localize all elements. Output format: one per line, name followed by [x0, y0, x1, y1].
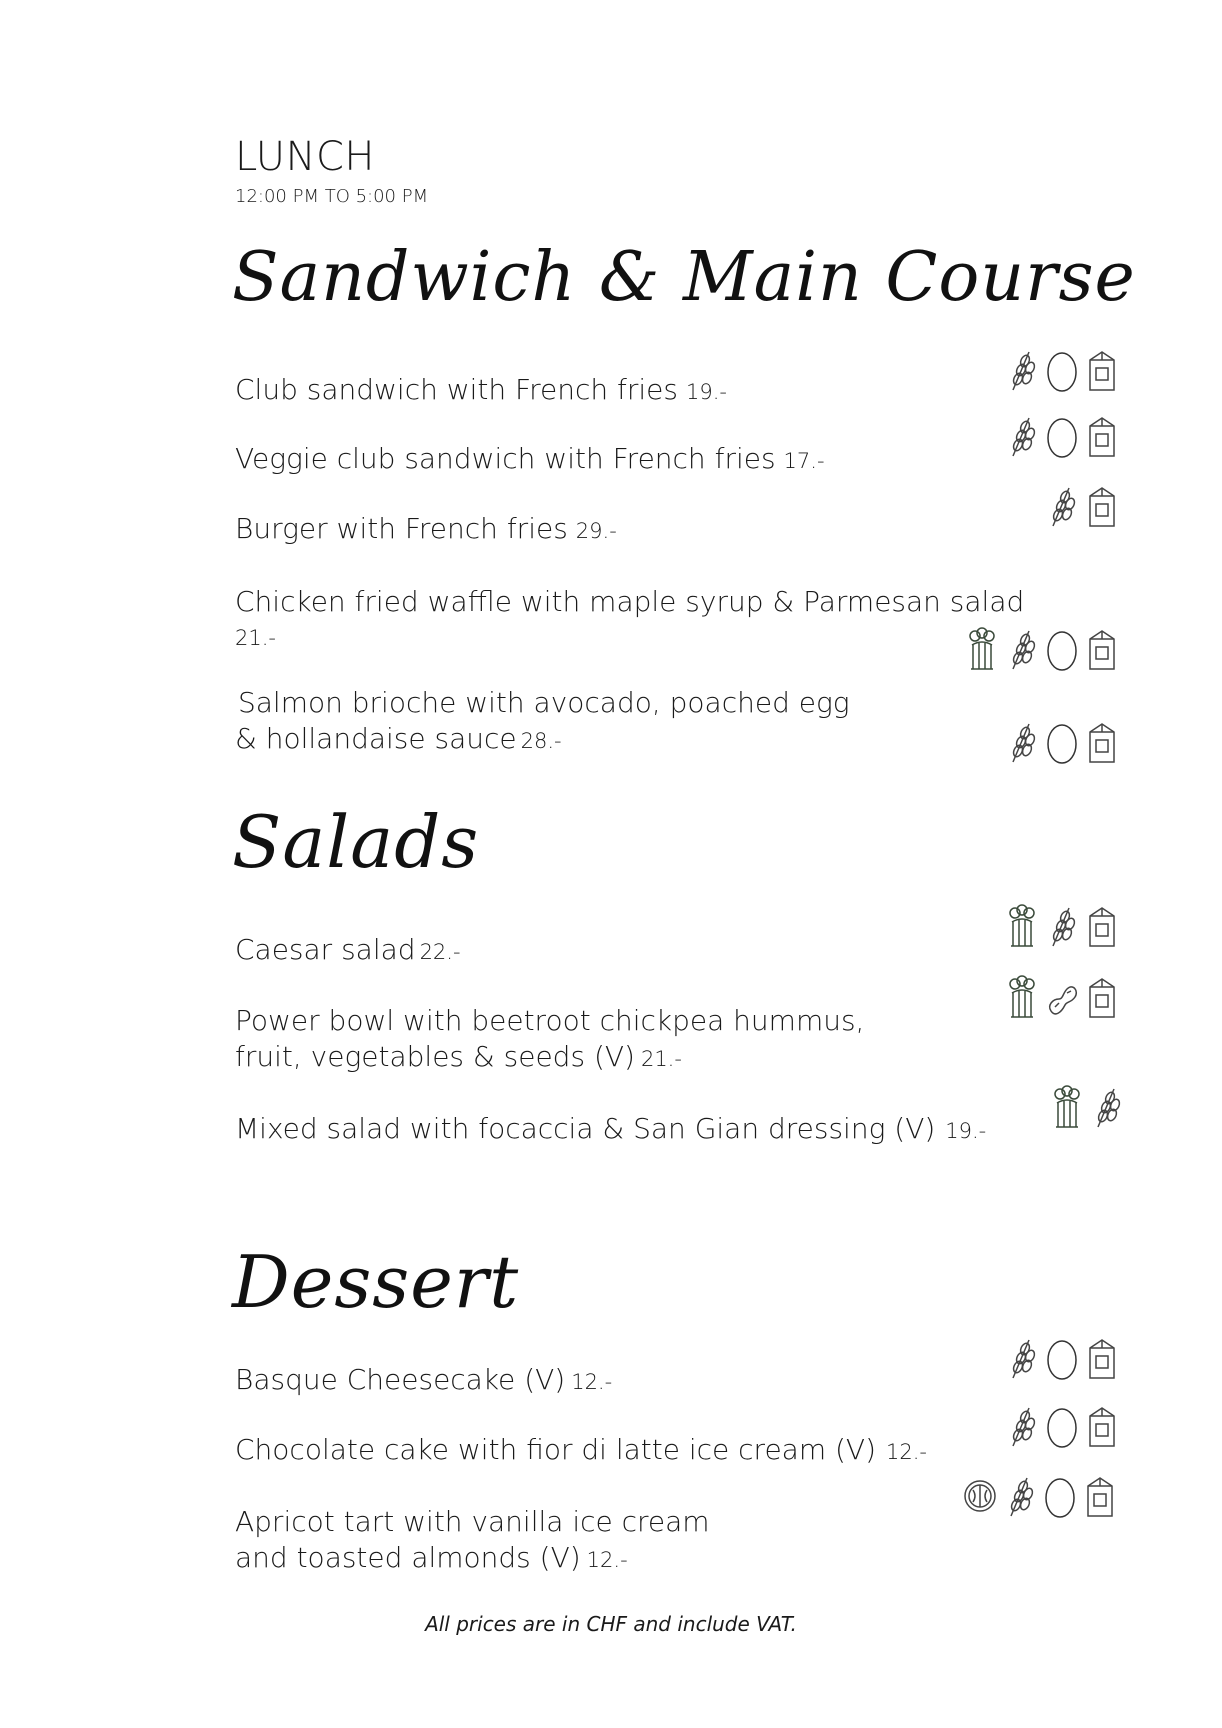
allergen-icons — [1045, 484, 1119, 532]
allergen-icons — [965, 627, 1119, 675]
wheat-icon — [1005, 627, 1039, 675]
item-name-line1: Power bowl with beetroot chickpea hummus, — [235, 1004, 865, 1037]
allergen-icons — [963, 1474, 1117, 1522]
allergen-icons — [1005, 348, 1119, 396]
milk-icon — [1085, 627, 1119, 675]
allergen-icons — [1005, 975, 1119, 1023]
wheat-icon — [1005, 1404, 1039, 1452]
wheat-icon — [1005, 348, 1039, 396]
wheat-icon — [1045, 904, 1079, 952]
section-heading-salads: Salads — [232, 800, 480, 884]
item-price: 28.- — [520, 729, 562, 753]
item-name-line2: fruit, vegetables & seeds (V) — [235, 1040, 635, 1073]
allergen-icons — [1005, 904, 1119, 952]
milk-icon — [1085, 904, 1119, 952]
peanut-icon — [1045, 975, 1079, 1023]
egg-icon — [1045, 627, 1079, 675]
wheat-icon — [1005, 414, 1039, 462]
menu-item — [235, 1432, 927, 1470]
menu-item — [235, 1003, 864, 1077]
milk-icon — [1083, 1474, 1117, 1522]
item-name: Burger with French fries — [235, 512, 568, 545]
item-price: 17.- — [783, 449, 825, 473]
celery-icon — [1005, 904, 1039, 952]
section-heading-dessert: Dessert — [232, 1240, 520, 1324]
menu-item — [235, 1111, 986, 1149]
page-title: LUNCH — [235, 134, 375, 180]
milk-icon — [1085, 348, 1119, 396]
item-price: 21.- — [640, 1047, 682, 1071]
menu-item — [235, 685, 850, 759]
egg-icon — [1045, 414, 1079, 462]
price-footnote: All prices are in CHF and include VAT. — [425, 1612, 797, 1636]
menu-item — [235, 372, 727, 410]
allergen-icons — [1050, 1085, 1124, 1133]
item-price: 12.- — [571, 1370, 613, 1394]
celery-icon — [1050, 1085, 1084, 1133]
item-name-line1: Salmon brioche with avocado, poached egg — [238, 686, 850, 719]
allergen-icons — [1005, 720, 1119, 768]
item-name: Basque Cheesecake (V) — [235, 1363, 566, 1396]
wheat-icon — [1090, 1085, 1124, 1133]
item-price: 19.- — [685, 380, 727, 404]
celery-icon — [1005, 975, 1039, 1023]
wheat-icon — [1003, 1474, 1037, 1522]
menu-item — [235, 1504, 710, 1578]
menu-item — [235, 584, 1024, 656]
menu-item — [235, 1362, 612, 1400]
egg-icon — [1045, 1404, 1079, 1452]
milk-icon — [1085, 484, 1119, 532]
allergen-icons — [1005, 414, 1119, 462]
celery-icon — [965, 627, 999, 675]
milk-icon — [1085, 1404, 1119, 1452]
item-name: Chocolate cake with fior di latte ice cream (V) — [235, 1433, 877, 1466]
item-price: 12.- — [586, 1548, 628, 1572]
milk-icon — [1085, 1336, 1119, 1384]
item-price: 21.- — [235, 626, 276, 650]
egg-icon — [1043, 1474, 1077, 1522]
nut-icon — [963, 1474, 997, 1522]
item-price: 19.- — [945, 1119, 987, 1143]
item-price: 22.- — [419, 940, 461, 964]
menu-item — [235, 511, 617, 549]
wheat-icon — [1045, 484, 1079, 532]
milk-icon — [1085, 720, 1119, 768]
allergen-icons — [1005, 1336, 1119, 1384]
menu-item — [235, 441, 825, 479]
menu-item — [235, 932, 461, 970]
item-name-line1: Apricot tart with vanilla ice cream — [235, 1505, 710, 1538]
item-name: Chicken fried waffle with maple syrup & Parmesan salad — [235, 585, 1025, 618]
item-name: Veggie club sandwich with French fries — [235, 442, 776, 475]
egg-icon — [1045, 1336, 1079, 1384]
item-price: 12.- — [886, 1440, 927, 1464]
section-heading-main: Sandwich & Main Course — [232, 238, 1136, 317]
item-name-line2: and toasted almonds (V) — [235, 1541, 581, 1574]
item-name: Mixed salad with focaccia & San Gian dressing (V) — [235, 1112, 936, 1145]
item-name: Caesar salad — [235, 933, 416, 966]
item-price: 29.- — [575, 519, 617, 543]
service-hours: 12:00 PM TO 5:00 PM — [235, 186, 429, 207]
milk-icon — [1085, 414, 1119, 462]
egg-icon — [1045, 720, 1079, 768]
egg-icon — [1045, 348, 1079, 396]
wheat-icon — [1005, 1336, 1039, 1384]
item-name: Club sandwich with French fries — [235, 373, 678, 406]
item-name-line2: & hollandaise sauce — [235, 722, 517, 755]
milk-icon — [1085, 975, 1119, 1023]
wheat-icon — [1005, 720, 1039, 768]
allergen-icons — [1005, 1404, 1119, 1452]
